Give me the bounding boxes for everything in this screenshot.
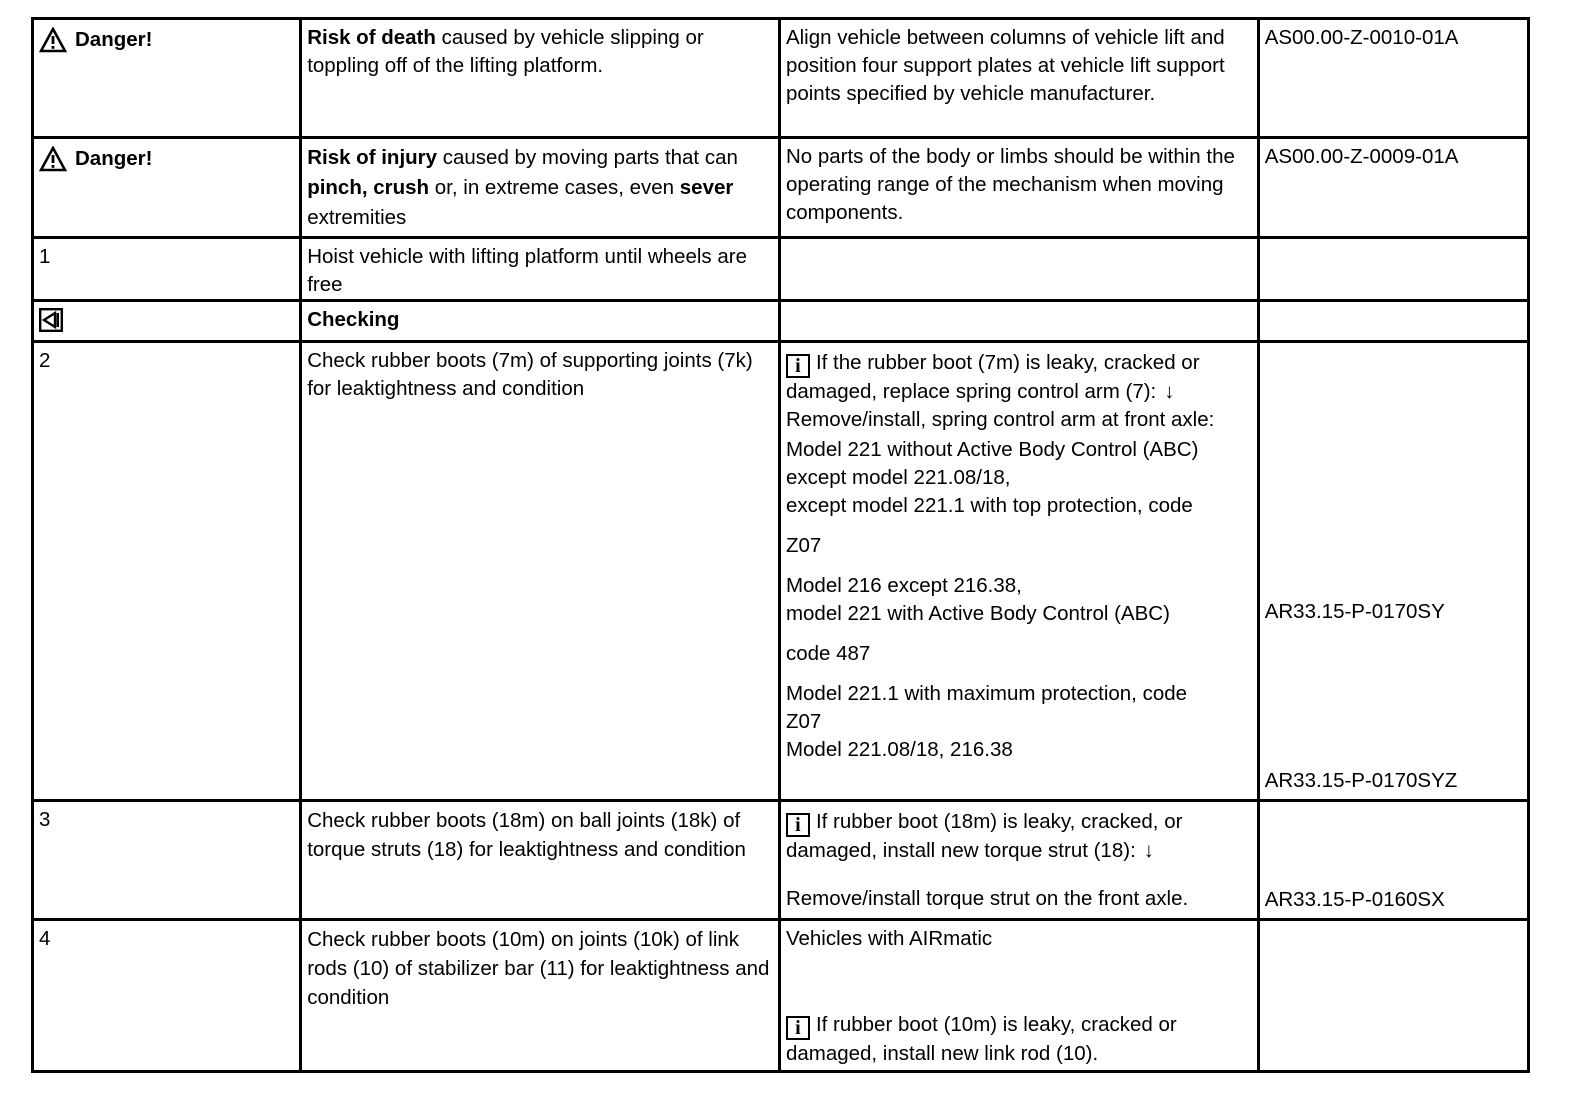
empty-cell — [1258, 920, 1528, 1072]
risk-emphasis: sever — [679, 176, 734, 199]
step-text: Check rubber boots (7m) of supporting joints (7k) for leaktightness and condition — [301, 342, 780, 801]
empty-cell — [779, 238, 1258, 301]
risk-text: extremities — [307, 206, 407, 229]
danger-row-injury — [33, 138, 1529, 238]
reference-link[interactable]: AS00.00-Z-0010-01A — [1258, 19, 1528, 138]
instruction-cell — [779, 801, 1258, 920]
danger-row-death — [33, 19, 1529, 138]
arrow-down-icon: ↓ — [1164, 380, 1175, 403]
step-row-4 — [33, 920, 1529, 1072]
instruction-line: Remove/install torque strut on the front axle. — [785, 887, 1189, 910]
step-number: 1 — [33, 238, 301, 301]
reference-link[interactable]: AS00.00-Z-0009-01A — [1258, 138, 1528, 238]
danger-label-cell — [33, 138, 301, 238]
step-text: Check rubber boots (10m) on joints (10k) of link rods (10) of stabilizer bar (11) for leaktightness and condition — [301, 920, 780, 1072]
instruction-line: Model 221.1 with maximum protection, code — [785, 682, 1188, 705]
step-row-1 — [33, 238, 1529, 301]
instruction-line: Remove/install, spring control arm at front axle: — [785, 408, 1215, 431]
info-text: If rubber boot (18m) is leaky, cracked, or damaged, install new torque strut (18): — [785, 810, 1183, 862]
info-text: If rubber boot (10m) is leaky, cracked or damaged, install new link rod (10). — [785, 1013, 1177, 1065]
instruction-line: Model 221 without Active Body Control (ABC) — [785, 438, 1199, 461]
risk-cell — [301, 19, 780, 138]
instruction-cell — [779, 342, 1258, 801]
risk-emphasis: pinch, crush — [307, 176, 430, 199]
instruction-line: model 221 with Active Body Control (ABC) — [785, 602, 1170, 625]
instruction-line: Z07 — [785, 534, 822, 557]
instruction-line: except model 221.08/18, — [785, 466, 1011, 489]
procedure-document — [31, 17, 1530, 1073]
instruction-line: code 487 — [785, 642, 871, 665]
step-row-3 — [33, 801, 1529, 920]
section-row-checking — [33, 301, 1529, 342]
info-text: If the rubber boot (7m) is leaky, cracked or damaged, replace spring control arm (7): — [785, 351, 1200, 403]
danger-label: Danger! — [75, 28, 153, 51]
instruction-line: Z07 — [785, 710, 822, 733]
step-number: 4 — [33, 920, 301, 1072]
step-number: 2 — [33, 342, 301, 801]
info-icon: i — [786, 1016, 810, 1040]
section-title — [301, 301, 780, 342]
empty-cell — [1258, 238, 1528, 301]
reference-cell — [1258, 342, 1528, 801]
instruction-line: except model 221.1 with top protection, code — [785, 494, 1193, 517]
instruction-cell: Align vehicle between columns of vehicle lift and position four support plates at vehicle lift support points specified by vehicle manufacturer. — [779, 19, 1258, 138]
step-number: 3 — [33, 801, 301, 920]
danger-label-cell — [33, 19, 301, 138]
checking-icon — [39, 308, 63, 332]
warning-triangle-icon — [39, 27, 67, 53]
risk-text: caused by moving parts that can — [437, 146, 738, 169]
empty-cell — [779, 301, 1258, 342]
risk-text: caused by vehicle slipping or toppling off of the lifting platform. — [307, 26, 704, 77]
risk-cell — [301, 138, 780, 238]
step-row-2 — [33, 342, 1529, 801]
risk-title: Risk of injury — [307, 146, 438, 169]
empty-cell — [1258, 301, 1528, 342]
reference-link[interactable]: AR33.15-P-0170SY — [1264, 600, 1445, 623]
instruction-cell — [779, 920, 1258, 1072]
section-icon-cell — [33, 301, 301, 342]
reference-link[interactable]: AR33.15-P-0170SYZ — [1264, 769, 1458, 792]
reference-cell — [1258, 801, 1528, 920]
section-title-text: Checking — [307, 308, 400, 331]
instruction-cell: No parts of the body or limbs should be within the operating range of the mechanism when moving components. — [779, 138, 1258, 238]
info-icon: i — [786, 354, 810, 378]
arrow-down-icon: ↓ — [1143, 839, 1155, 862]
info-icon: i — [786, 813, 810, 837]
reference-link[interactable]: AR33.15-P-0160SX — [1264, 888, 1445, 911]
risk-title: Risk of death — [307, 26, 436, 49]
instruction-line: Model 221.08/18, 216.38 — [785, 738, 1013, 761]
warning-triangle-icon — [39, 146, 67, 172]
risk-text: or, in extreme cases, even — [429, 176, 680, 199]
instruction-line: Model 216 except 216.38, — [785, 574, 1022, 597]
condition-text: Vehicles with AIRmatic — [785, 927, 993, 950]
step-text: Hoist vehicle with lifting platform until wheels are free — [301, 238, 780, 301]
step-text: Check rubber boots (18m) on ball joints (18k) of torque struts (18) for leaktightness and condition — [301, 801, 780, 920]
procedure-table — [31, 17, 1530, 1073]
danger-label: Danger! — [75, 147, 153, 170]
